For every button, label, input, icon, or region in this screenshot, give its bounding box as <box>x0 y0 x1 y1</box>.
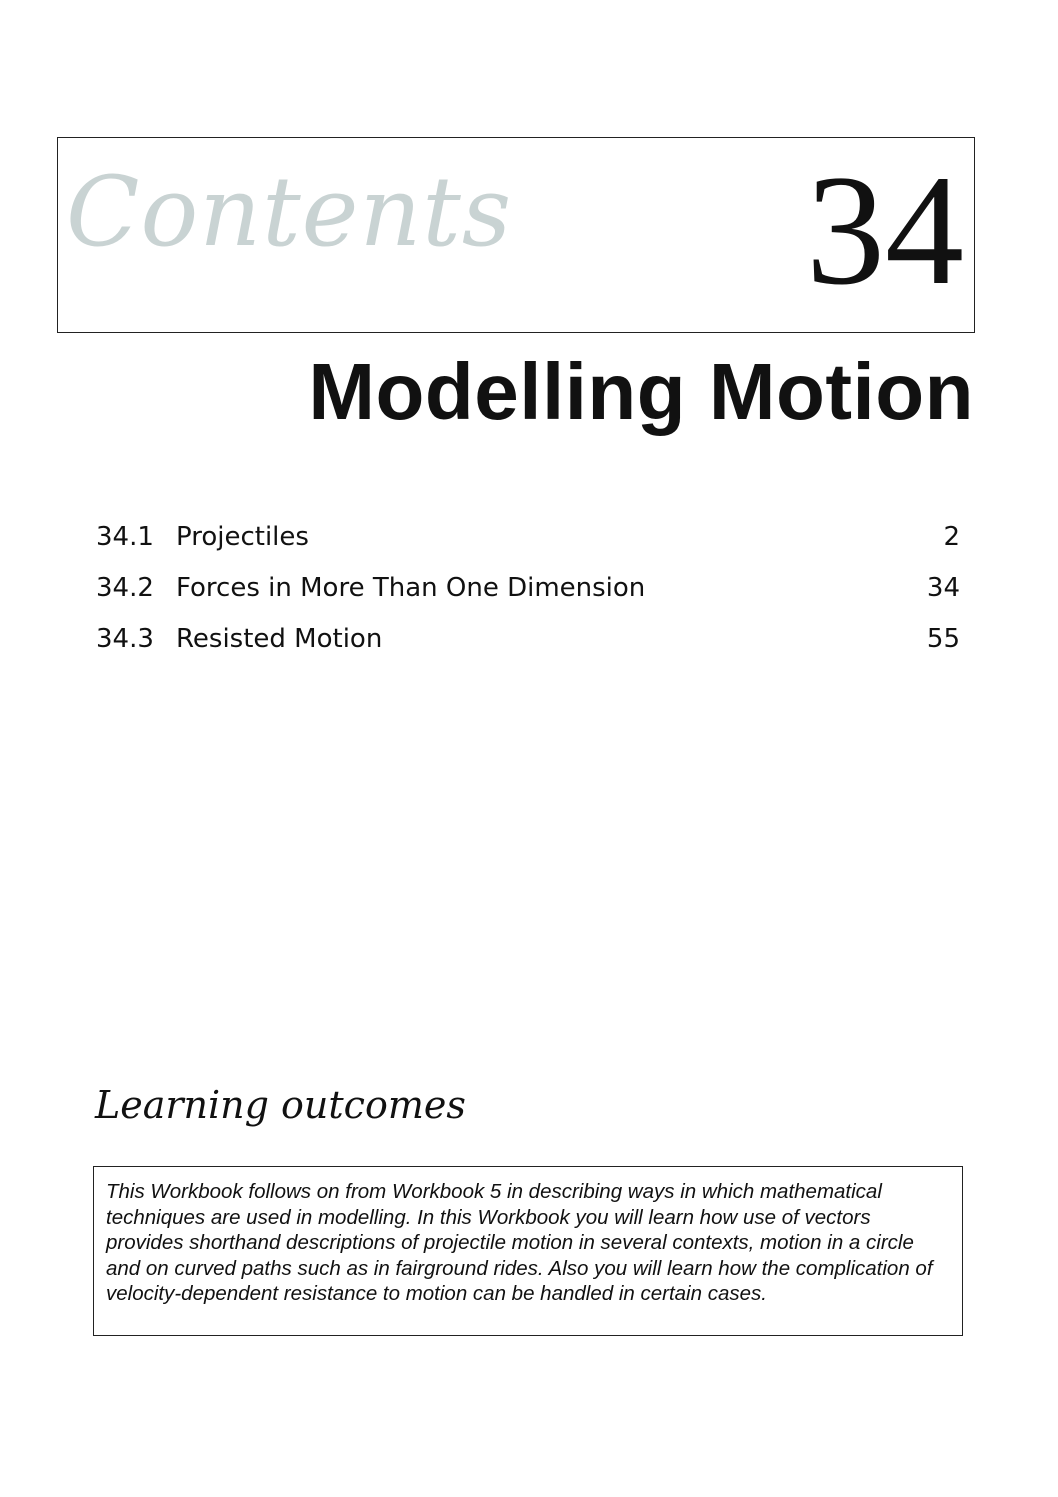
toc-entry[interactable] <box>96 520 960 571</box>
toc-section-number: 34.1 <box>96 522 154 552</box>
learning-outcomes-heading: Learning outcomes <box>95 1083 466 1127</box>
toc-section-number: 34.3 <box>96 624 154 654</box>
toc-section-title[interactable]: Forces in More Than One Dimension <box>176 573 646 603</box>
chapter-title: Modelling Motion <box>308 347 974 436</box>
learning-outcomes-box <box>93 1166 963 1336</box>
toc-section-number: 34.2 <box>96 573 154 603</box>
toc-section-title[interactable]: Projectiles <box>176 522 309 552</box>
table-of-contents <box>96 520 960 673</box>
toc-page-number: 34 <box>926 573 960 603</box>
toc-page-number: 2 <box>943 522 960 552</box>
toc-page-number: 55 <box>926 624 960 654</box>
learning-outcomes-text: This Workbook follows on from Workbook 5 in describing ways in which mathematical techniques are used in modelling. In this Workbook you will learn how use of vectors provides shorthand descriptions of projectile motion in several contexts, motion in a circle and on curved paths such as in fairground rides. Also you will learn how the complication of velocity-dependent resistance to motion can be handled in certain cases. <box>106 1180 933 1305</box>
chapter-header-box <box>57 137 975 333</box>
toc-section-title[interactable]: Resisted Motion <box>176 624 383 654</box>
toc-entry[interactable] <box>96 622 960 673</box>
contents-heading: Contents <box>66 156 513 268</box>
toc-entry[interactable] <box>96 571 960 622</box>
chapter-number: 34 <box>806 143 964 318</box>
